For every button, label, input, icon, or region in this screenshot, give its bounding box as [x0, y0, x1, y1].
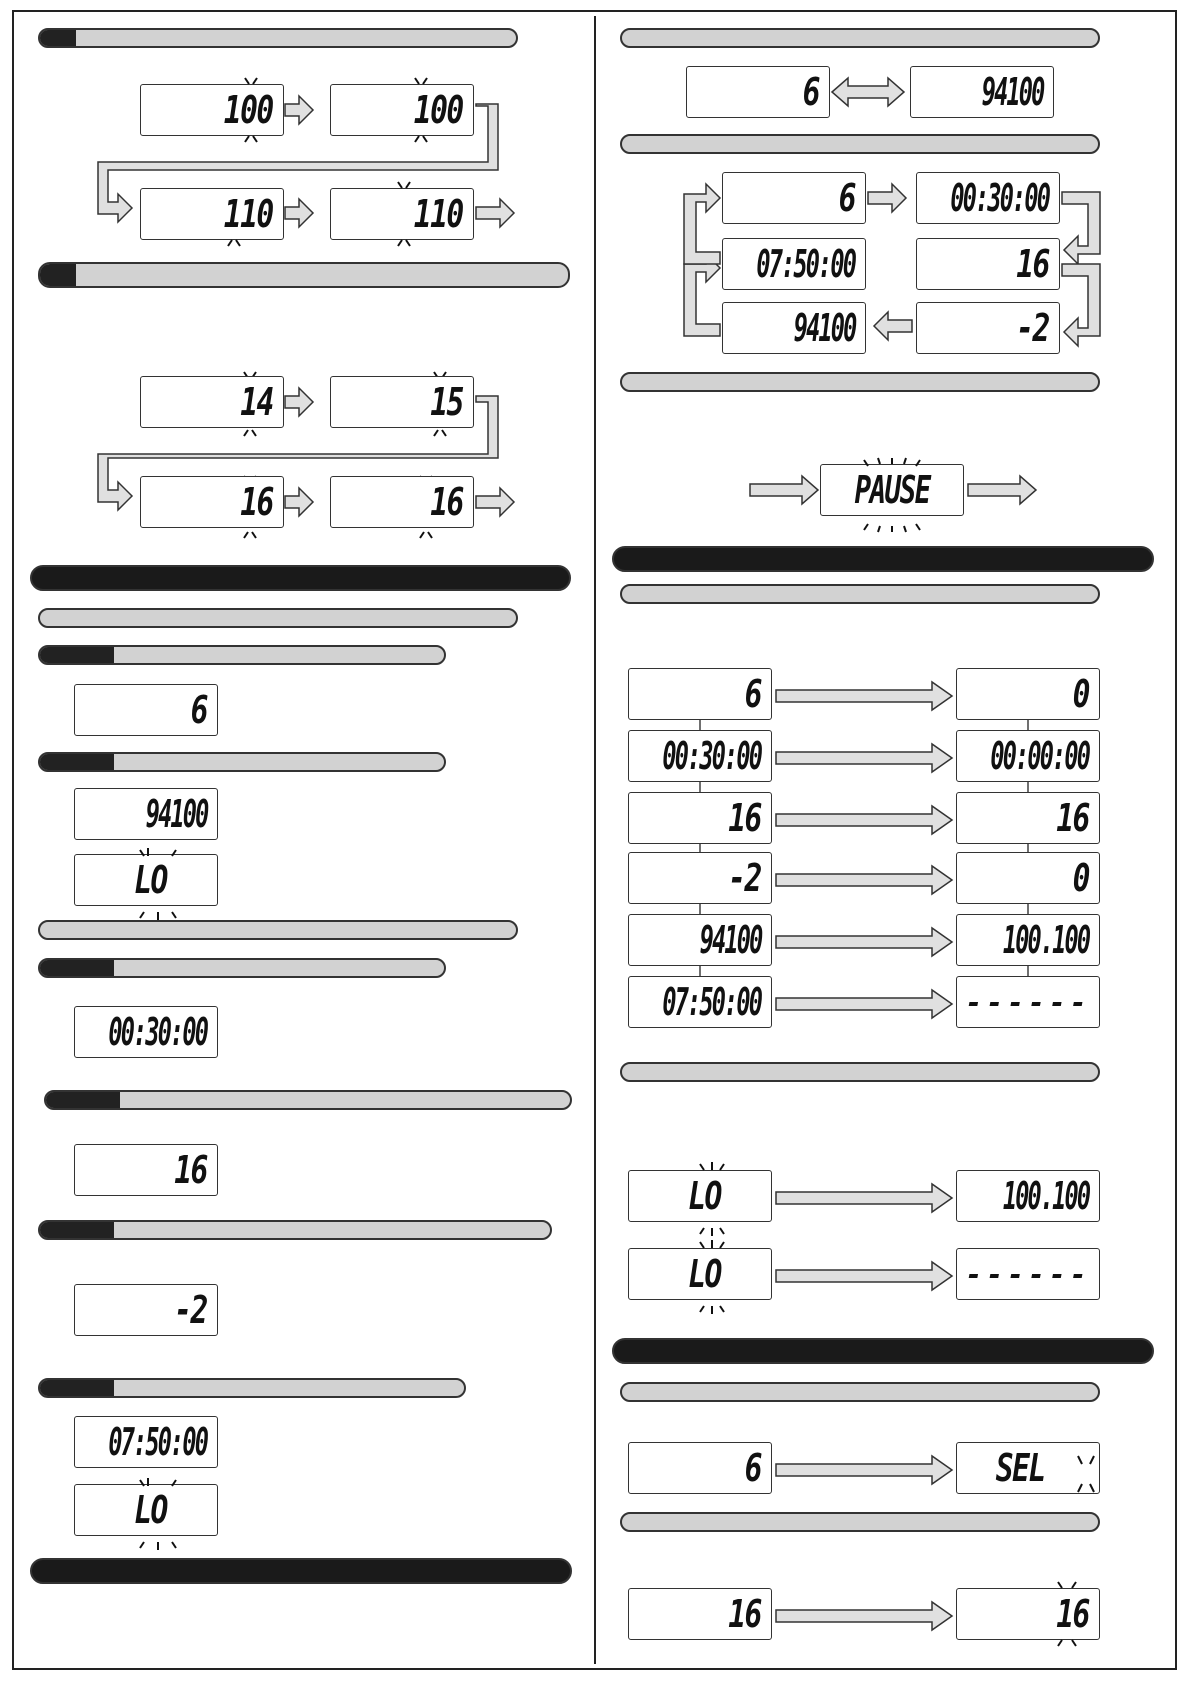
lcd-display: 110	[140, 188, 284, 240]
lcd-display: 94100	[628, 914, 772, 966]
lcd-display: 00:30:00	[916, 172, 1060, 224]
lcd-display: 07:50:00	[722, 238, 866, 290]
lcd-display: 100	[330, 84, 474, 136]
lcd-display: 100.100	[956, 1170, 1100, 1222]
lcd-display: 07:50:00	[628, 976, 772, 1028]
lcd-display: 94100	[910, 66, 1054, 118]
lcd-display: 00:30:00	[74, 1006, 218, 1058]
lcd-display: 07:50:00	[74, 1416, 218, 1468]
lcd-display: -2	[916, 302, 1060, 354]
lcd-display: 16	[628, 792, 772, 844]
lcd-display: SEL	[956, 1442, 1100, 1494]
lcd-display: LO	[74, 1484, 218, 1536]
lcd-display: 16	[628, 1588, 772, 1640]
lcd-display: 6	[686, 66, 830, 118]
lcd-display: 16	[956, 1588, 1100, 1640]
lcd-display: 6	[722, 172, 866, 224]
lcd-display: 6	[628, 668, 772, 720]
lcd-display: 14	[140, 376, 284, 428]
lcd-display: 16	[140, 476, 284, 528]
lcd-display: 100	[140, 84, 284, 136]
lcd-display: -2	[628, 852, 772, 904]
lcd-display: ------	[956, 976, 1100, 1028]
lcd-display: 6	[628, 1442, 772, 1494]
lcd-display: 16	[916, 238, 1060, 290]
lcd-display: 100.100	[956, 914, 1100, 966]
lcd-display: 00:00:00	[956, 730, 1100, 782]
lcd-display: 16	[74, 1144, 218, 1196]
lcd-display: 16	[956, 792, 1100, 844]
lcd-display: 94100	[74, 788, 218, 840]
lcd-display: 110	[330, 188, 474, 240]
lcd-display: 00:30:00	[628, 730, 772, 782]
lcd-display: 0	[956, 668, 1100, 720]
lcd-display: 94100	[722, 302, 866, 354]
lcd-display: -2	[74, 1284, 218, 1336]
lcd-display: LO	[628, 1248, 772, 1300]
lcd-display: LO	[628, 1170, 772, 1222]
lcd-display: ------	[956, 1248, 1100, 1300]
lcd-display: 6	[74, 684, 218, 736]
pause-display: PAUSE	[820, 464, 964, 516]
lcd-display: LO	[74, 854, 218, 906]
lcd-display: 16	[330, 476, 474, 528]
lcd-display: 15	[330, 376, 474, 428]
lcd-display: 0	[956, 852, 1100, 904]
